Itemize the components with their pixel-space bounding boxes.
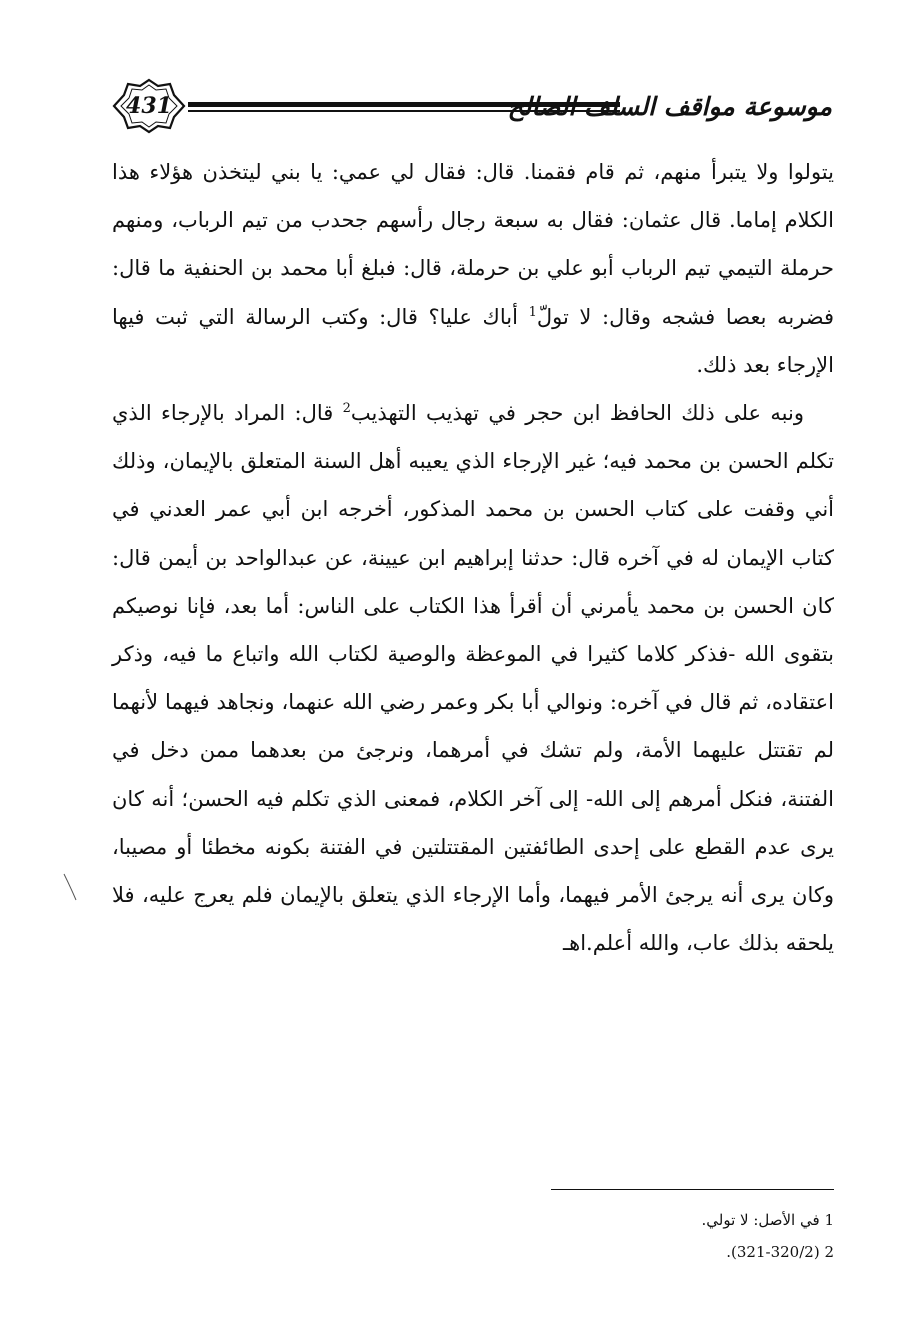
paragraph-text: قال: المراد بالإرجاء الذي تكلم الحسن بن محمد فيه؛ غير الإرجاء الذي يعيبه أهل السنة المتعلق بالإيمان، وذلك أني وقفت على كتاب الحسن بن محمد المذكور، أخرجه ابن أبي عمر العدني في كتاب الإيمان له في آخره قال: حدثنا إبراهيم ابن عيينة، عن عبدالواحد بن أيمن قال: كان الحسن بن محمد يأمرني أن أقرأ هذا الكتاب على الناس: أما بعد، فإنا نوصيكم بتقوى الله -فذكر كلاما كثيرا في الموعظة والوصية لكتاب الله واتباع ما فيه، وذكر اعتقاده، ثم قال في آخره: ونوالي أبا بكر وعمر رضي الله عنهما، ونجاهد فيهما لأنهما لم تقتتل عليهما الأمة، ولم تشك في أمرهما، ونرجئ من بعدهما ممن دخل في الفتنة، فنكل أمرهم إلى الله- إلى آخر الكلام، فمعنى الذي تكلم فيه الحسن؛ أنه كان يرى عدم القطع على إحدى الطائفتين المقتتلتين في الفتنة بكونه مخطئا أو مصيبا، وكان يرى أنه يرجئ الأمر فيهما، وأما الإرجاء الذي يتعلق بالإيمان فلم يعرج عليه، فلا يلحقه بذلك عاب، والله أعلم.اهـ <box>112 401 834 956</box>
paragraph <box>112 389 834 967</box>
footnote-ref: 2 <box>342 401 351 417</box>
footnote-text: (321-320/2). <box>726 1243 820 1261</box>
page-number: 431 <box>126 93 172 119</box>
paragraph-text: يتولوا ولا يتبرأ منهم، ثم قام فقمنا. قال: فقال لي عمي: يا بني ليتخذن هؤلاء هذا الكلام إماما. قال عثمان: فقال به سبعة رجال رأسهم جحدب من تيم الرباب، ومنهم حرملة التيمي تيم الرباب أبو علي بن حرملة، قال: فبلغ أبا محمد بن الحنفية ما قال: فضربه بعصا فشجه وقال: لا تولّ <box>112 160 835 329</box>
footnote-number: 2 <box>824 1243 834 1261</box>
footnotes <box>400 1204 834 1268</box>
footnote-ref: 1 <box>528 304 537 320</box>
paragraph <box>112 148 834 389</box>
book-title: موسوعة مواقف السلف الصالح <box>507 92 832 121</box>
footnote-separator <box>551 1189 834 1190</box>
paragraph-text: ونبه على ذلك الحافظ ابن حجر في تهذيب التهذيب <box>350 401 804 426</box>
main-text <box>112 148 834 967</box>
footnote-number: 1 <box>824 1211 834 1229</box>
footnote-text: في الأصل: لا تولي. <box>701 1211 820 1229</box>
page-header <box>112 78 832 136</box>
footnote <box>400 1204 834 1236</box>
paragraph-text: أباك عليا؟ قال: وكتب الرسالة التي ثبت فيها الإرجاء بعد ذلك. <box>112 304 834 377</box>
margin-mark <box>62 872 78 902</box>
footnote <box>400 1236 834 1268</box>
page-number-badge <box>112 78 186 134</box>
